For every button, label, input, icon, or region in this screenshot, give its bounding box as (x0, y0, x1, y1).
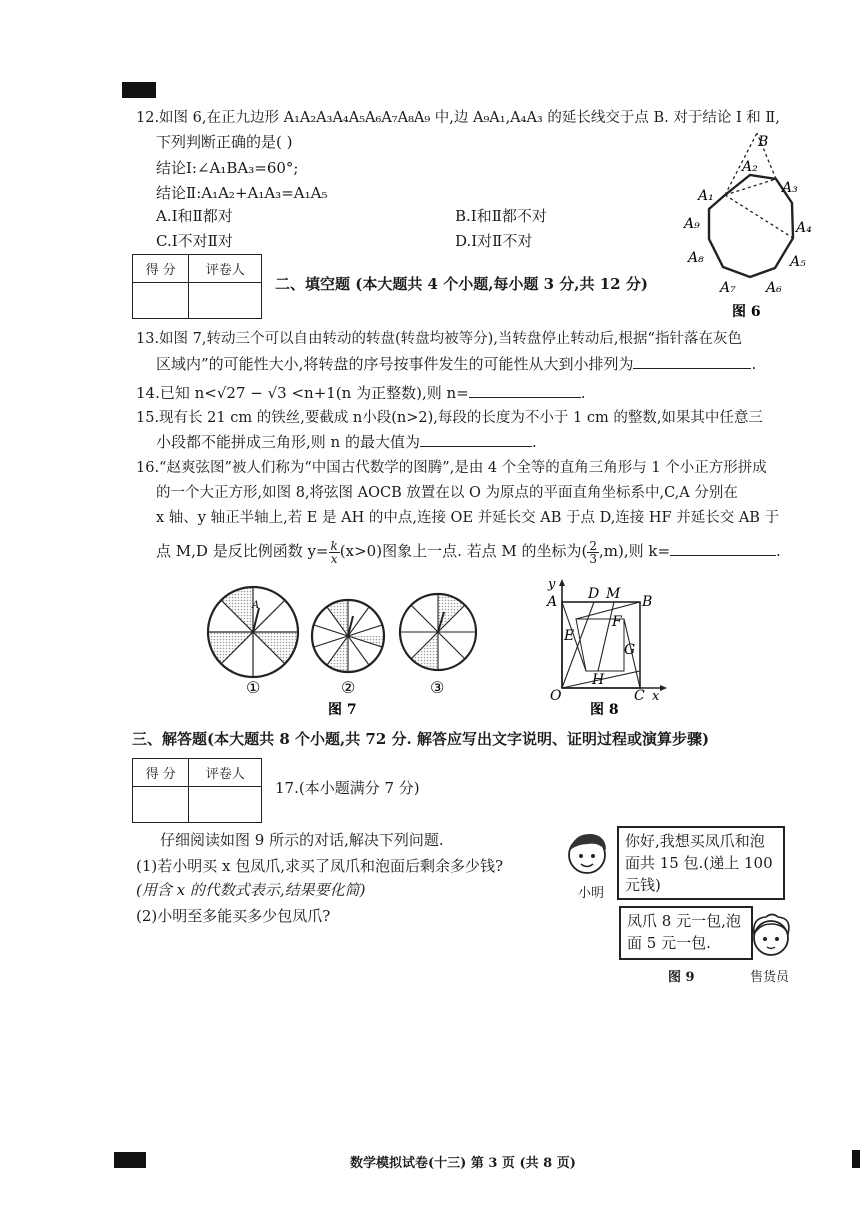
spinner-3 (400, 594, 476, 670)
y-axis-arrow (559, 579, 565, 586)
label-C: C (634, 688, 645, 704)
xiaoming-speech-bubble (617, 826, 785, 900)
q13-answer-blank[interactable] (633, 354, 751, 369)
q17-intro: 仔细阅读如图 9 所示的对话,解决下列问题. (160, 831, 444, 849)
figure-6-nonagon (670, 120, 820, 320)
label-F: F (612, 614, 622, 630)
label-A6: A₆ (766, 280, 782, 296)
q17-part-2: (2)小明至多能买多少包凤爪? (136, 907, 331, 925)
q13-line2-text: 区域内”的可能性大小,将转盘的序号按事件发生的可能性从大到小排列为 (156, 355, 634, 373)
q12-option-d: D.Ⅰ对Ⅱ不对 (455, 232, 533, 250)
q16-line2: 的一个大正方形,如图 8,将弦图 AOCB 放置在以 O 为原点的平面直角坐标系中,C,A 分别在 (156, 485, 738, 501)
fraction-2-over-3 (587, 540, 599, 565)
figure-8-caption: 图 8 (590, 702, 619, 716)
label-E: E (564, 628, 575, 644)
diagonal-a1a5 (725, 195, 793, 238)
label-A9: A₉ (684, 216, 700, 232)
fraction-m-num: 2 (589, 538, 597, 553)
label-y: y (548, 577, 556, 592)
spinner-3-gray-sector (438, 594, 465, 632)
q15-line2: 小段都不能拼成三角形,则 n 的最大值为 . (156, 433, 537, 451)
label-A1: A₁ (698, 188, 714, 204)
spinner-1-gray-sector (253, 632, 298, 664)
q12-conclusion-2: 结论Ⅱ:A₁A₂+A₁A₃=A₁A₅ (156, 184, 328, 202)
label-B: B (758, 134, 769, 150)
score-cell[interactable] (133, 787, 189, 823)
label-A4: A₄ (796, 220, 812, 236)
fraction-k-over-x (329, 540, 340, 565)
score-header: 得 分 (133, 255, 189, 283)
section-2-title: 二、填空题 (本大题共 4 个小题,每小题 3 分,共 12 分) (275, 275, 648, 293)
spinner-3-gray-sector (411, 632, 438, 670)
label-H: H (592, 672, 605, 688)
label-M: M (606, 586, 621, 602)
q14-text: 14.已知 n<√27 − √3 <n+1(n 为正整数),则 n= (136, 384, 469, 402)
q12-option-c: C.Ⅰ不对Ⅱ对 (156, 232, 233, 250)
page-footer: 数学模拟试卷(十三) 第 3 页 (共 8 页) (350, 1156, 576, 1171)
figure-8-xian-diagram (540, 576, 670, 716)
q16-line3: x 轴、y 轴正半轴上,若 E 是 AH 的中点,连接 OE 并延长交 AB 于点 D,连接 HF 并延长交 AB 于 (156, 510, 780, 526)
q15-line2-text: 小段都不能拼成三角形,则 n 的最大值为 (156, 433, 420, 451)
q15-answer-blank[interactable] (420, 432, 532, 447)
grader-cell[interactable] (189, 787, 262, 823)
score-cell[interactable] (133, 283, 189, 319)
spinner-1-gray-sector (208, 632, 253, 664)
spinner-1-gray-sector (221, 587, 253, 632)
q12-conclusion-1: 结论Ⅰ:∠A₁BA₃=60°; (156, 159, 299, 177)
figure-9-caption: 图 9 (668, 970, 695, 985)
registration-mark-bottom (114, 1152, 146, 1168)
q16-answer-blank[interactable] (670, 541, 776, 556)
fraction-k-den: x (330, 551, 338, 566)
grader-cell[interactable] (189, 283, 262, 319)
x-axis-arrow (660, 685, 667, 691)
fraction-m-den: 3 (589, 551, 597, 566)
label-A5: A₅ (790, 254, 806, 270)
bubble-1-text: 你好,我想买凤爪和泡面共 15 包.(递上 100 元钱) (625, 832, 773, 894)
registration-mark-right (852, 1150, 860, 1168)
label-D: D (588, 586, 600, 602)
q14-answer-blank[interactable] (469, 383, 581, 398)
q13-line2: 区域内”的可能性大小,将转盘的序号按事件发生的可能性从大到小排列为 . (156, 355, 757, 373)
clerk-speech-bubble (619, 906, 753, 960)
label-A3: A₃ (782, 180, 798, 196)
q12-option-b: B.Ⅰ和Ⅱ都不对 (455, 207, 547, 225)
clerk-face-icon (746, 910, 796, 960)
q16-line1: 16.“赵爽弦图”被人们称为“中国古代数学的图腾”,是由 4 个全等的直角三角形与 1 个小正方形拼成 (136, 460, 767, 476)
section-3-title: 三、解答题(本大题共 8 个小题,共 72 分. 解答应写出文字说明、证明过程或演算步骤) (132, 730, 710, 748)
q17-part-1-note: (用含 x 的代数式表示,结果要化简) (136, 881, 366, 899)
label-A: A (547, 594, 558, 610)
grader-header: 评卷人 (189, 255, 262, 283)
grader-header: 评卷人 (189, 759, 262, 787)
label-x: x (652, 689, 660, 704)
score-table-q17 (132, 758, 262, 823)
score-header: 得 分 (133, 759, 189, 787)
figure-7-spinners (198, 578, 498, 718)
label-A7: A₇ (720, 280, 736, 296)
label-B: B (642, 594, 653, 610)
q12-line1: 12.如图 6,在正九边形 A₁A₂A₃A₄A₅A₆A₇A₈A₉ 中,边 A₉A₁,A₄A₃ 的延长线交于点 B. 对于结论 Ⅰ 和 Ⅱ, (136, 110, 780, 126)
spinner-1 (208, 587, 298, 677)
diagonal-a1a3 (725, 179, 776, 195)
q16-line4-c: ,m),则 k= (599, 542, 671, 560)
q17-part-1: (1)若小明买 x 包凤爪,求买了凤爪和泡面后剩余多少钱? (136, 857, 504, 875)
label-O: O (550, 688, 562, 704)
label-G: G (624, 642, 636, 658)
q16-line4: 点 M,D 是反比例函数 y= $\frac{k}{x}$ (x>0)图象上一点. 若点 M 的坐标为( $\frac{2}{3}$ ,m),则 k= . (156, 538, 781, 566)
q16-line4-a: 点 M,D 是反比例函数 y= (156, 542, 329, 560)
registration-mark-top (122, 82, 156, 98)
figure-6-caption: 图 6 (732, 304, 761, 320)
q15-line1: 15.现有长 21 cm 的铁丝,要截成 n小段(n>2),每段的长度为不小于 1 cm 的整数,如果其中任意三 (136, 410, 763, 426)
nonagon-shape (709, 175, 793, 277)
q13-line1: 13.如图 7,转动三个可以自由转动的转盘(转盘均被等分),当转盘停止转动后,根据“指针落在灰色 (136, 331, 742, 347)
label-A2: A₂ (742, 159, 758, 175)
q16-line4-b: (x>0)图象上一点. 若点 M 的坐标为( (339, 542, 588, 560)
figure-7-caption: 图 7 (328, 702, 357, 718)
q12-option-a: A.Ⅰ和Ⅱ都对 (156, 207, 233, 225)
spinner-3-label: ③ (430, 678, 445, 697)
score-table-section-2 (132, 254, 262, 319)
spinner-1-label: ① (246, 678, 261, 697)
q14-line: 14.已知 n<√27 − √3 <n+1(n 为正整数),则 n= . (136, 384, 586, 402)
label-A8: A₈ (688, 250, 704, 266)
spinner-2-label: ② (341, 678, 356, 697)
xiaoming-face-icon (562, 828, 612, 878)
spinner-1-pointer-label: A (252, 600, 260, 611)
spinner-2 (312, 600, 384, 672)
bubble-2-text: 凤爪 8 元一包,泡面 5 元一包. (627, 912, 741, 952)
clerk-label: 售货员 (750, 970, 790, 985)
q17-header: 17.(本小题满分 7 分) (275, 779, 420, 797)
fraction-k-num: k (330, 538, 338, 553)
xiaoming-label: 小明 (578, 886, 605, 901)
q12-line2: 下列判断正确的是( ) (156, 133, 293, 151)
